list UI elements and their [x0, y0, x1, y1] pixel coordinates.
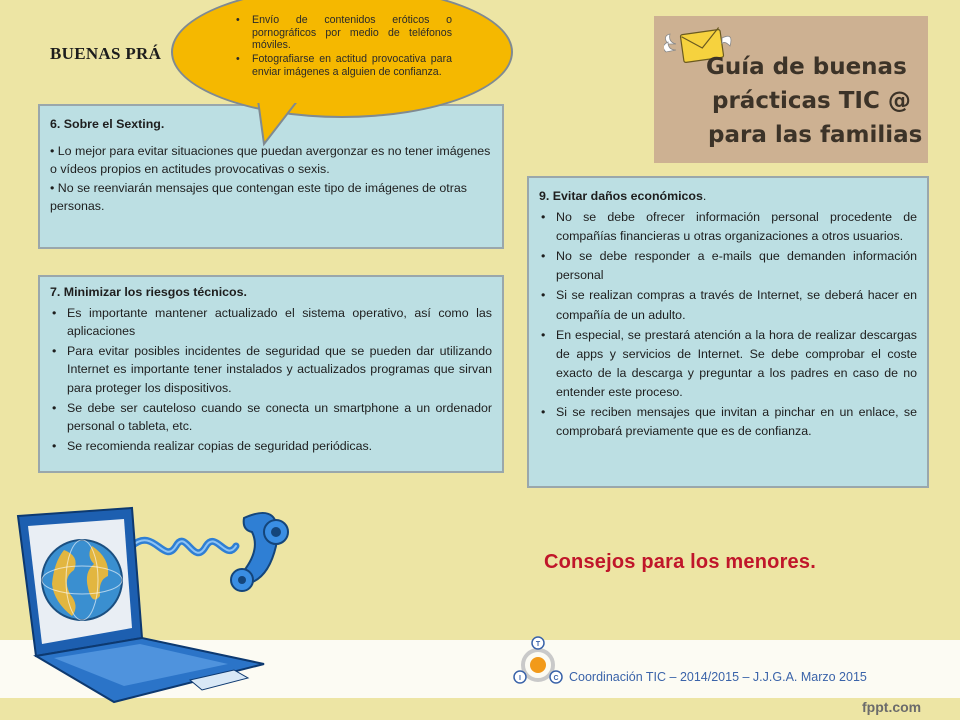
riesgos-heading: 7. Minimizar los riesgos técnicos. — [50, 285, 247, 299]
callout-text — [236, 14, 452, 80]
watermark-main: fppt — [862, 699, 889, 715]
page-title: BUENAS PRÁ — [50, 44, 162, 63]
callout-item-1: • Envío de contenidos eróticos o pornográficos por medio de teléfonos móviles. — [236, 14, 452, 52]
riesgos-item-3: • Se debe ser cauteloso cuando se conecta un smartphone a un ordenador personal o tableta, etc. — [50, 399, 492, 436]
guide-image — [654, 16, 928, 163]
footer-credit: Coordinación TIC – 2014/2015 – J.J.G.A. Marzo 2015 — [569, 670, 867, 684]
riesgos-item-2: • Para evitar posibles incidentes de seguridad que se pueden dar utilizando Internet es importante tener instalados y actualizados programas que sirvan para proteger los dispositivos. — [50, 342, 492, 398]
economicos-heading-suffix: . — [702, 189, 707, 203]
watermark — [862, 699, 921, 715]
guide-line-1: Guía de buenas — [706, 54, 907, 80]
guide-line-3: para las familias — [708, 122, 923, 148]
tic-logo-icon — [508, 635, 568, 691]
sexting-heading: 6. Sobre el Sexting. — [50, 117, 165, 131]
sexting-item-2: • No se reenviarán mensajes que contengan este tipo de imágenes de otras personas. — [50, 179, 492, 216]
riesgos-item-4: • Se recomienda realizar copias de seguridad periódicas. — [50, 437, 492, 456]
sexting-item-1: • Lo mejor para evitar situaciones que puedan avergonzar es no tener imágenes o vídeos propios en actitudes provocativas o sexis. — [50, 142, 492, 179]
consejos-heading: Consejos para los menores. — [544, 551, 816, 573]
economicos-item-2: • No se debe responder a e-mails que demanden información personal — [539, 247, 917, 285]
logo-letter-t: T — [535, 641, 541, 648]
economicos-item-5: • Si se reciben mensajes que invitan a pinchar en un enlace, se comprobará previamente que es de confianza. — [539, 403, 917, 441]
economicos-heading-text: 9. Evitar daños económicos — [539, 189, 703, 203]
economicos-box — [527, 176, 929, 488]
riesgos-item-1: • Es importante mantener actualizado el sistema operativo, así como las aplicaciones — [50, 304, 492, 341]
laptop-icon — [14, 506, 299, 706]
telephone-handset-icon — [231, 513, 288, 591]
economicos-heading — [539, 187, 917, 206]
economicos-item-3: • Si se realizan compras a través de Internet, se deberá hacer en compañía de un adulto. — [539, 286, 917, 324]
economicos-item-1: • No se debe ofrecer información personal procedente de compañías financieras u otras organizaciones a otros usuarios. — [539, 208, 917, 246]
logo-letter-c: C — [553, 675, 559, 682]
riesgos-box — [38, 275, 504, 473]
callout-tail — [254, 100, 304, 148]
logo-letter-i: I — [519, 675, 521, 682]
watermark-suffix: .com — [888, 699, 922, 715]
globe-icon — [42, 540, 122, 620]
economicos-item-4: • En especial, se prestará atención a la hora de realizar descargas de apps y servicios de Internet. Se debe comprobar el coste exacto de la descarga y preguntar a los padres en caso de no entender este proceso. — [539, 326, 917, 402]
guide-line-2: prácticas TIC @ — [712, 88, 911, 114]
callout-item-2: • Fotografiarse en actitud provocativa para enviar imágenes a alguien de confianza. — [236, 53, 452, 78]
